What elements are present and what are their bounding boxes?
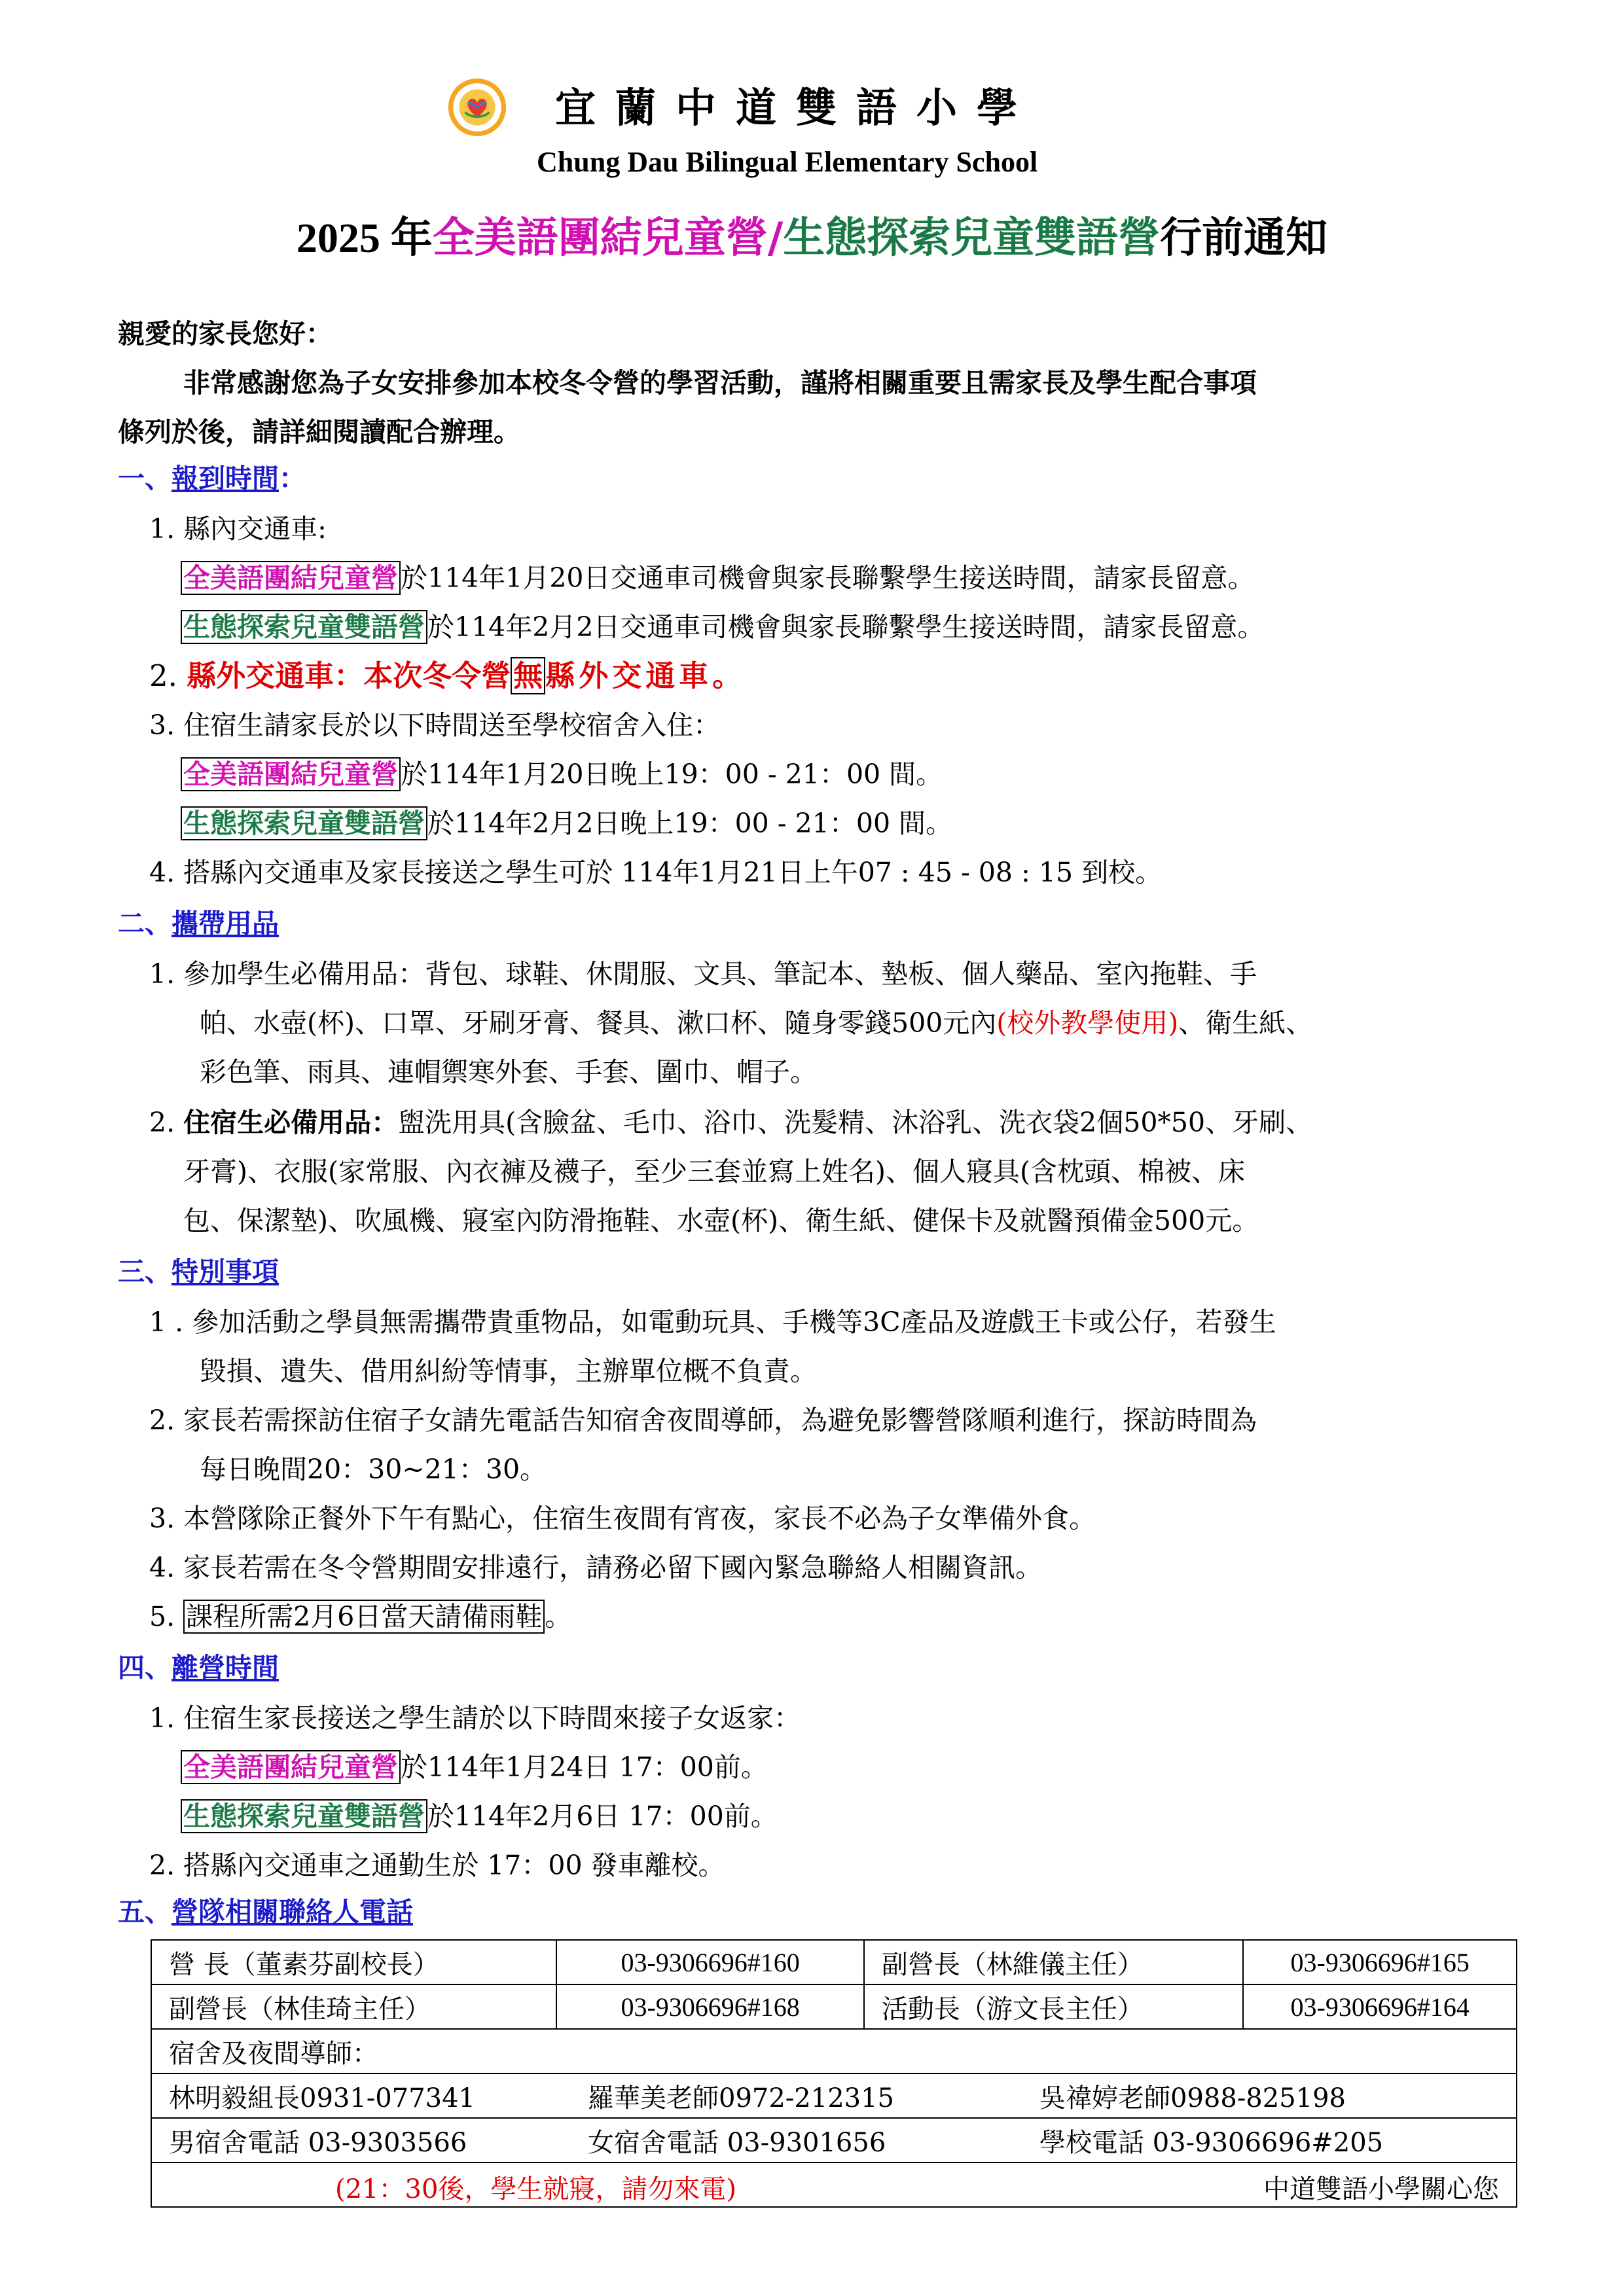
contact-phone: 03-9306696#168 [556, 1984, 863, 2029]
s1-item2-b: 縣外交通車。 [545, 658, 746, 693]
s3-item1-line2: 毀損、遺失、借用糾紛等情事，主辦單位概不負責。 [200, 1355, 817, 1387]
page-title [0, 204, 1624, 264]
footer-cell [151, 2162, 1517, 2207]
s3-item5-end: 。 [545, 1601, 572, 1632]
camp1-tag: 全美語團結兒童營 [181, 561, 401, 595]
table-row [151, 2118, 1517, 2162]
s1-item1a [181, 560, 1255, 596]
dorm-teachers-table [152, 2076, 1516, 2115]
section-1-heading [118, 460, 306, 497]
section-4-heading [118, 1649, 279, 1686]
greeting: 親愛的家長您好： [118, 318, 333, 350]
school-name-en: Chung Dau Bilingual Elementary School [537, 146, 1038, 178]
s2-item2-line3: 包、保潔墊)、吹風機、寢室內防滑拖鞋、水壺(杯)、衛生紙、健保卡及就醫預備金500元。 [183, 1205, 1259, 1236]
s1-item3b [181, 805, 952, 842]
dorm-teachers-label: 宿舍及夜間導師： [151, 2029, 1517, 2073]
s1-item3b-text: 於114年2月2日晚上19：00 - 21：00 間。 [427, 808, 953, 839]
title-year: 2025 年 [296, 215, 433, 261]
contact-table [151, 1939, 1517, 2208]
s1-item2-box: 無 [511, 657, 545, 694]
signoff: 中道雙語小學關心您 [1263, 2174, 1499, 2204]
camp2-tag: 生態探索兒童雙語營 [181, 610, 427, 644]
s1-item2-num: 2. [149, 658, 187, 693]
section-2-num: 二、 [118, 908, 171, 939]
table-row [151, 1940, 1517, 1984]
phone-entry: 學校電話 03-9306696#205 [1039, 2127, 1384, 2158]
s4-item2: 2. 搭縣內交通車之通勤生於 17：00 發車離校。 [149, 1850, 725, 1881]
section-4-num: 四、 [118, 1652, 171, 1683]
section-1-num: 一、 [118, 463, 171, 494]
s2-item1-line1: 1. 參加學生必備用品：背包、球鞋、休閒服、文具、筆記本、墊板、個人藥品、室內拖鞋、手 [149, 958, 1257, 990]
s3-item5 [149, 1598, 571, 1635]
contact-role: 副營長（林佳琦主任） [151, 1984, 556, 2029]
section-1-colon: ： [279, 463, 306, 494]
section-3-title: 特別事項 [171, 1256, 279, 1287]
contact-phone: 03-9306696#160 [556, 1940, 863, 1984]
contact-role: 活動長（游文長主任） [864, 1984, 1244, 2029]
s2-item1-line2 [200, 1005, 1312, 1041]
phones-table [152, 2121, 1516, 2160]
contact-phone: 03-9306696#165 [1243, 1940, 1517, 1984]
section-5-num: 五、 [118, 1896, 171, 1928]
s2-item2-text: 盥洗用具(含臉盆、毛巾、浴巾、洗髮精、沐浴乳、洗衣袋2個50*50、牙刷、 [398, 1107, 1313, 1138]
title-suffix: 行前通知 [1160, 213, 1328, 262]
s2-item2-num: 2. [149, 1107, 184, 1138]
dorm-teachers-cell [151, 2073, 1517, 2118]
s2-item1-line2b: 、衛生紙、 [1178, 1007, 1313, 1039]
s2-item2-line2: 牙膏)、衣服(家常服、內衣褲及襪子，至少三套並寫上姓名)、個人寢具(含枕頭、棉被、床 [183, 1156, 1245, 1187]
s2-item2-bold: 住宿生必備用品： [183, 1107, 399, 1138]
s2-item1-red-note: (校外教學使用) [996, 1007, 1179, 1039]
s1-item1: 1. 縣內交通車: [149, 513, 327, 545]
section-2-heading [118, 905, 279, 942]
table-row [152, 2076, 1516, 2115]
section-1-title: 報到時間 [171, 463, 279, 494]
s4-item1a [181, 1749, 768, 1785]
s3-item2-line2: 每日晚間20：30~21：30。 [200, 1454, 547, 1485]
s1-item3a [181, 756, 943, 793]
s3-item4: 4. 家長若需在冬令營期間安排遠行，請務必留下國內緊急聯絡人相關資訊。 [149, 1552, 1043, 1583]
section-4-title: 離營時間 [171, 1652, 279, 1683]
s3-item1-line1: 1 . 參加活動之學員無需攜帶貴重物品，如電動玩具、手機等3C產品及遊戲王卡或公仔，若發生 [149, 1306, 1276, 1338]
phone-entry: 男宿舍電話 03-9303566 [169, 2127, 467, 2158]
intro-line1: 非常感謝您為子女安排參加本校冬令營的學習活動，謹將相關重要且需家長及學生配合事項 [183, 367, 1257, 399]
section-5-title: 營隊相關聯絡人電話 [171, 1896, 413, 1928]
s4-item1b [181, 1798, 778, 1835]
table-row [152, 2121, 1516, 2160]
no-call-note: (21：30後，學生就寢，請勿來電) [335, 2174, 737, 2204]
intro-line2: 條列於後，請詳細閱讀配合辦理。 [118, 416, 520, 448]
camp1-tag: 全美語團結兒童營 [181, 757, 401, 791]
s2-item1-line3: 彩色筆、雨具、連帽禦寒外套、手套、圍巾、帽子。 [200, 1056, 817, 1088]
s3-item5-box: 課程所需2月6日當天請備雨鞋 [183, 1600, 545, 1634]
s4-item1b-text: 於114年2月6日 17：00前。 [427, 1801, 778, 1832]
s4-item1a-text: 於114年1月24日 17：00前。 [401, 1751, 768, 1783]
title-camp1: 全美語團結兒童營 [432, 213, 768, 262]
title-camp2: 生態探索兒童雙語營 [783, 213, 1161, 262]
s1-item3a-text: 於114年1月20日晚上19：00 - 21：00 間。 [401, 759, 943, 790]
school-logo [447, 77, 507, 137]
dorm-teacher: 吳禕婷老師0988-825198 [1039, 2083, 1346, 2113]
s1-item4: 4. 搭縣內交通車及家長接送之學生可於 114年1月21日上午07 : 45 - 08 : 15 到校。 [149, 857, 1163, 888]
camp1-tag: 全美語團結兒童營 [181, 1750, 401, 1784]
s3-item2-line1: 2. 家長若需探訪住宿子女請先電話告知宿舍夜間導師，為避免影響營隊順利進行，探訪時間為 [149, 1405, 1257, 1436]
phones-cell [151, 2118, 1517, 2162]
s3-item5-num: 5. [149, 1601, 184, 1632]
s1-item2-a: 縣外交通車：本次冬令營 [187, 658, 511, 693]
s1-item1b-text: 於114年2月2日交通車司機會與家長聯繫學生接送時間，請家長留意。 [427, 611, 1265, 643]
s4-item1: 1. 住宿生家長接送之學生請於以下時間來接子女返家： [149, 1702, 801, 1734]
section-2-title: 攜帶用品 [171, 908, 279, 939]
section-3-num: 三、 [118, 1256, 171, 1287]
s1-item2 [149, 658, 746, 694]
table-row [151, 1984, 1517, 2029]
table-row [151, 2073, 1517, 2118]
dorm-teacher: 林明毅組長0931-077341 [169, 2083, 476, 2113]
contact-role: 營 長（董素芬副校長） [151, 1940, 556, 1984]
table-row [151, 2162, 1517, 2207]
camp2-tag: 生態探索兒童雙語營 [181, 1799, 427, 1833]
contact-role: 副營長（林維儀主任） [864, 1940, 1244, 1984]
s2-item1-line2a: 帕、水壺(杯)、口罩、牙刷牙膏、餐具、漱口杯、隨身零錢500元內 [200, 1007, 997, 1039]
s2-item2-line1 [149, 1104, 1312, 1141]
school-name-cn: 宜蘭中道雙語小學 [555, 84, 1038, 132]
table-row [151, 2029, 1517, 2073]
phone-entry: 女宿舍電話 03-9301656 [588, 2127, 886, 2158]
contact-phone: 03-9306696#164 [1243, 1984, 1517, 2029]
title-slash: / [767, 213, 784, 262]
dorm-teacher: 羅華美老師0972-212315 [588, 2083, 895, 2113]
s1-item1a-text: 於114年1月20日交通車司機會與家長聯繫學生接送時間，請家長留意。 [401, 562, 1255, 594]
s1-item3: 3. 住宿生請家長於以下時間送至學校宿舍入住： [149, 709, 721, 741]
s3-item3: 3. 本營隊除正餐外下午有點心，住宿生夜間有宵夜，家長不必為子女準備外食。 [149, 1503, 1096, 1534]
section-3-heading [118, 1253, 279, 1290]
section-5-heading [118, 1893, 413, 1930]
s1-item1b [181, 609, 1264, 645]
camp2-tag: 生態探索兒童雙語營 [181, 806, 427, 840]
